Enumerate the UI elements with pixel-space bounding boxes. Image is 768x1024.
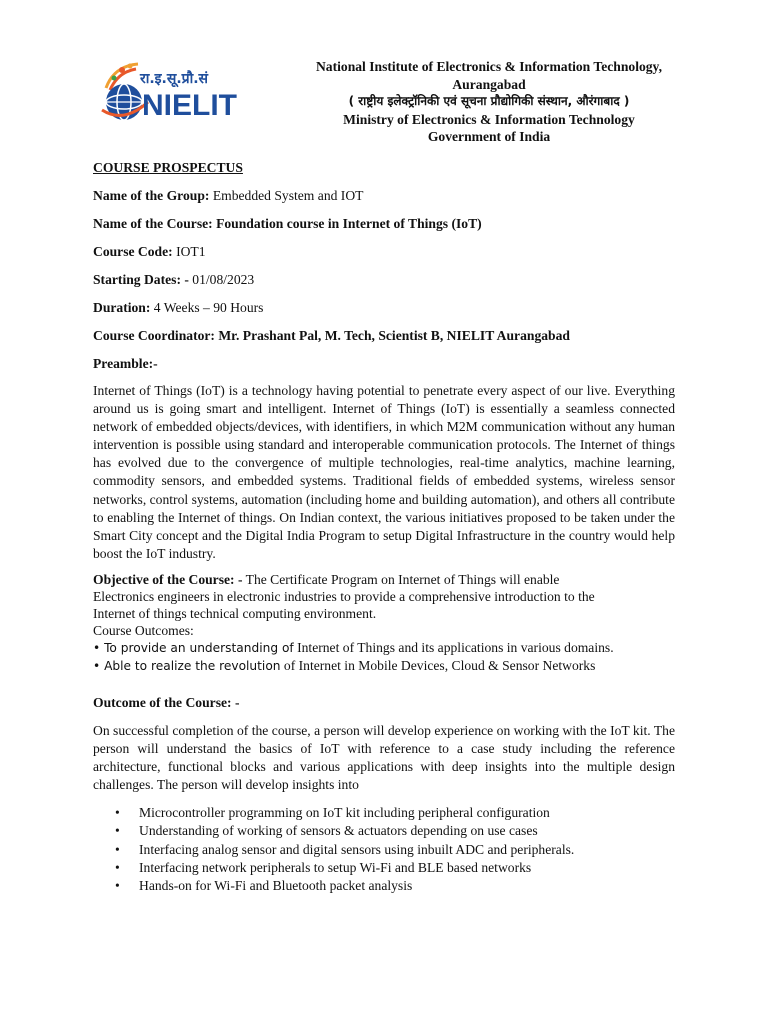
- dates-value: 01/08/2023: [188, 272, 255, 287]
- group-row: [93, 187, 675, 205]
- course-outcome-1-rest: Internet of Things and its applications in various domains.: [293, 639, 614, 655]
- list-item: [115, 822, 675, 840]
- objective-label: Objective of the Course: -: [93, 571, 243, 587]
- preamble-paragraph: Internet of Things (IoT) is a technology having potential to penetrate every aspect of our live. Everything around us is going smart and intelligent. Internet of Things (IoT) is essentially a seamless connected network of embedded objects/devices, with identifiers, in which M2M communication without any human intervention is possible using standard and interoperable communication protocols. The Internet of things has evolved due to the convergence of multiple technologies, real-time analytics, machine learning, commodity sensors, and embedded systems. Traditional fields of embedded systems, wireless sensor networks, control systems, automation (including home and building automation), and others all contribute to enabling the Internet of things. On Indian context, the various initiatives proposed to be taken under the Smart City concept and the Digital India Program to setup Digital Infrastructure in the country would help boost the IoT industry.: [93, 383, 675, 561]
- objective-line-1: [93, 571, 675, 588]
- duration-label: Duration:: [93, 300, 151, 315]
- bullet-icon: •: [115, 805, 120, 821]
- ministry-name: Ministry of Electronics & Information Technology: [343, 111, 635, 127]
- course-name: Name of the Course: Foundation course in Internet of Things (IoT): [93, 216, 482, 231]
- nielit-logo: [100, 58, 260, 128]
- dates-label: Starting Dates: -: [93, 272, 189, 287]
- outcome-heading: Outcome of the Course: -: [93, 694, 240, 710]
- course-outcomes-heading: Course Outcomes:: [93, 622, 194, 638]
- preamble-heading: Preamble:-: [93, 356, 158, 371]
- course-outcome-1: [93, 639, 675, 657]
- list-item: [115, 804, 675, 822]
- bullet-icon: •: [115, 859, 120, 875]
- outcome-paragraph: On successful completion of the course, a person will develop experience on working with the IoT kit. The person will understand the basics of IoT with reference to a case study including the reference architecture, functional blocks and various applications with deep insights into the multiple design challenges. The person will develop insights into: [93, 722, 675, 793]
- list-item-text: Hands-on for Wi-Fi and Bluetooth packet analysis: [139, 877, 413, 893]
- objective-line-2: Electronics engineers in electronic industries to provide a comprehensive introduction to the: [93, 588, 595, 604]
- bullet-icon: •: [115, 841, 120, 857]
- objective-line-3: Internet of things technical computing environment.: [93, 605, 377, 621]
- list-item-text: Microcontroller programming on IoT kit including peripheral configuration: [139, 805, 550, 821]
- list-item: [115, 859, 675, 877]
- objective-text: The Certificate Program on Internet of Things will enable: [242, 571, 560, 587]
- list-item-text: Understanding of working of sensors & actuators depending on use cases: [139, 823, 538, 839]
- nielit-logo-graphic: [100, 58, 260, 128]
- insights-list: [93, 804, 675, 894]
- duration-value: 4 Weeks – 90 Hours: [150, 300, 264, 315]
- prospectus-content: [93, 159, 675, 895]
- institute-header: [282, 58, 696, 146]
- group-value: Embedded System and IOT: [209, 188, 364, 203]
- institute-city: Aurangabad: [452, 76, 526, 92]
- institute-name-hindi: ( राष्ट्रीय इलेक्ट्रॉनिकी एवं सूचना प्रौद्योगिकी संस्थान, औरंगाबाद ): [348, 94, 630, 108]
- code-row: [93, 243, 675, 261]
- institute-name: National Institute of Electronics & Information Technology,: [315, 59, 663, 74]
- bullet-icon: •: [115, 877, 120, 893]
- group-label: Name of the Group:: [93, 188, 210, 203]
- logo-nielit-text: NIELIT: [142, 89, 237, 122]
- course-outcome-1-prefix: • To provide an understanding of: [93, 640, 294, 655]
- bullet-icon: •: [115, 823, 120, 839]
- list-item: [115, 877, 675, 895]
- course-outcome-2-prefix: • Able to realize the revolution: [93, 658, 281, 673]
- code-label: Course Code:: [93, 244, 173, 259]
- course-outcome-2-rest: of Internet in Mobile Devices, Cloud & Sensor Networks: [280, 657, 596, 673]
- list-item-text: Interfacing network peripherals to setup Wi-Fi and BLE based networks: [139, 859, 532, 875]
- prospectus-title: COURSE PROSPECTUS: [93, 160, 243, 175]
- course-coordinator: Course Coordinator: Mr. Prashant Pal, M. Tech, Scientist B, NIELIT Aurangabad: [93, 328, 570, 343]
- list-item-text: Interfacing analog sensor and digital sensors using inbuilt ADC and peripherals.: [139, 841, 575, 857]
- dates-row: [93, 271, 675, 289]
- logo-hindi-text: रा.इ.सू.प्रौ.सं: [140, 71, 209, 87]
- course-outcome-2: [93, 657, 675, 675]
- code-value: IOT1: [172, 244, 206, 259]
- government-name: Government of India: [427, 129, 551, 144]
- duration-row: [93, 299, 675, 317]
- list-item: [115, 841, 675, 859]
